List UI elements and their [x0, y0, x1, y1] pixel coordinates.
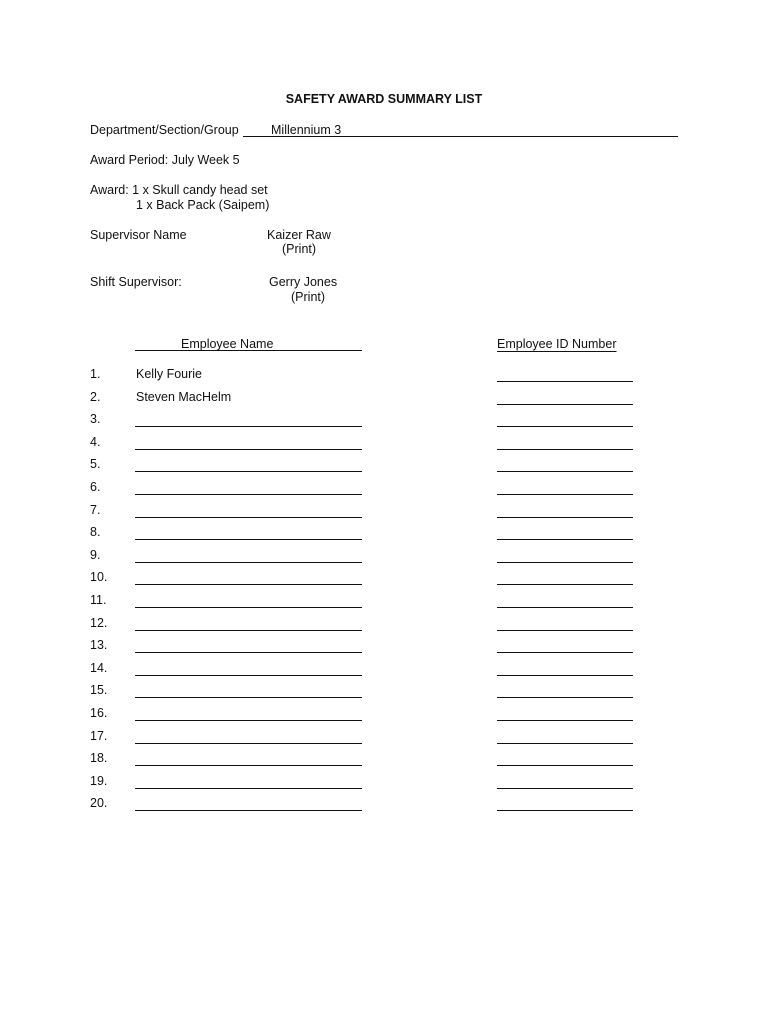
employee-id-blank-line[interactable] [497, 652, 633, 653]
table-row [0, 570, 768, 592]
employee-name-blank-line[interactable] [135, 652, 362, 653]
employee-id-blank-line[interactable] [497, 471, 633, 472]
row-number: 16. [90, 706, 108, 720]
employee-name-blank-line[interactable] [135, 562, 362, 563]
award-line-1: Award: 1 x Skull candy head set [90, 183, 268, 197]
employee-id-blank-line[interactable] [497, 765, 633, 766]
employee-name-blank-line[interactable] [135, 449, 362, 450]
table-row [0, 525, 768, 547]
employee-id-blank-line[interactable] [497, 449, 633, 450]
employee-name-blank-line[interactable] [135, 765, 362, 766]
employee-id-blank-line[interactable] [497, 404, 633, 405]
employee-id-blank-line[interactable] [497, 517, 633, 518]
table-row [0, 367, 768, 389]
employee-name-blank-line[interactable] [135, 810, 362, 811]
table-row [0, 616, 768, 638]
row-number: 12. [90, 615, 108, 630]
row-number: 11. [90, 593, 107, 607]
employee-id-blank-line[interactable] [497, 584, 633, 585]
table-row [0, 548, 768, 570]
supervisor-print-note: (Print) [282, 242, 317, 256]
employee-id-blank-line[interactable] [497, 381, 633, 382]
row-number: 13. [90, 638, 108, 653]
row-number: 9. [90, 547, 101, 562]
employee-name-blank-line[interactable] [135, 584, 362, 585]
employee-name-blank-line[interactable] [135, 720, 362, 721]
row-number: 5. [90, 457, 101, 472]
employee-name-header: Employee Name [181, 337, 274, 351]
employee-name: Steven MacHelm [136, 389, 232, 404]
row-number: 15. [90, 683, 108, 698]
award-line-2: 1 x Back Pack (Saipem) [136, 198, 270, 212]
row-number: 20. [90, 796, 108, 811]
shift-supervisor-print-note: (Print) [291, 290, 326, 304]
table-row [0, 503, 768, 525]
employee-name-blank-line[interactable] [135, 517, 362, 518]
department-label: Department/Section/Group [90, 123, 239, 137]
table-row [0, 729, 768, 751]
department-value: Millennium 3 [271, 123, 342, 137]
employee-id-blank-line[interactable] [497, 697, 633, 698]
employee-name-blank-line[interactable] [135, 539, 362, 540]
row-number: 7. [90, 502, 101, 517]
supervisor-label: Supervisor Name [90, 228, 187, 242]
employee-id-blank-line[interactable] [497, 426, 633, 427]
row-number: 14. [90, 660, 108, 675]
employee-id-blank-line[interactable] [497, 810, 633, 811]
employee-id-blank-line[interactable] [497, 494, 633, 495]
row-number: 2. [90, 389, 101, 404]
employee-id-blank-line[interactable] [497, 720, 633, 721]
employee-id-blank-line[interactable] [497, 539, 633, 540]
row-number: 3. [90, 412, 101, 427]
document-title: SAFETY AWARD SUMMARY LIST [285, 92, 483, 106]
employee-id-blank-line[interactable] [497, 743, 633, 744]
table-row [0, 796, 768, 818]
employee-name-blank-line[interactable] [135, 471, 362, 472]
employee-name-blank-line[interactable] [135, 630, 362, 631]
supervisor-name: Kaizer Raw [267, 228, 331, 242]
table-row [0, 435, 768, 457]
table-row [0, 683, 768, 705]
employee-id-blank-line[interactable] [497, 675, 633, 676]
table-row [0, 390, 768, 412]
row-number: 17. [90, 728, 108, 743]
employee-name-blank-line[interactable] [135, 697, 362, 698]
employee-name-blank-line[interactable] [135, 494, 362, 495]
row-number: 4. [90, 434, 101, 449]
row-number: 1. [90, 367, 101, 381]
table-row [0, 774, 768, 796]
employee-id-blank-line[interactable] [497, 630, 633, 631]
employee-name-blank-line[interactable] [135, 743, 362, 744]
row-number: 18. [90, 751, 108, 766]
table-row [0, 751, 768, 773]
employee-id-header: Employee ID Number [497, 337, 617, 351]
table-row [0, 412, 768, 434]
table-row [0, 593, 768, 615]
award-period: Award Period: July Week 5 [90, 153, 240, 167]
employee-name-blank-line[interactable] [135, 675, 362, 676]
employee-id-blank-line[interactable] [497, 607, 633, 608]
row-number: 6. [90, 480, 101, 494]
employee-name-blank-line[interactable] [135, 607, 362, 608]
row-number: 10. [90, 570, 108, 585]
shift-supervisor-name: Gerry Jones [269, 275, 338, 289]
table-row [0, 457, 768, 479]
table-row [0, 480, 768, 502]
employee-name-blank-line[interactable] [135, 426, 362, 427]
table-row [0, 661, 768, 683]
employee-id-blank-line[interactable] [497, 788, 633, 789]
row-number: 8. [90, 525, 101, 540]
employee-name-blank-line[interactable] [135, 788, 362, 789]
employee-name: Kelly Fourie [136, 367, 202, 381]
employee-id-blank-line[interactable] [497, 562, 633, 563]
row-number: 19. [90, 773, 108, 788]
table-row [0, 706, 768, 728]
shift-supervisor-label: Shift Supervisor: [90, 275, 182, 289]
table-row [0, 638, 768, 660]
